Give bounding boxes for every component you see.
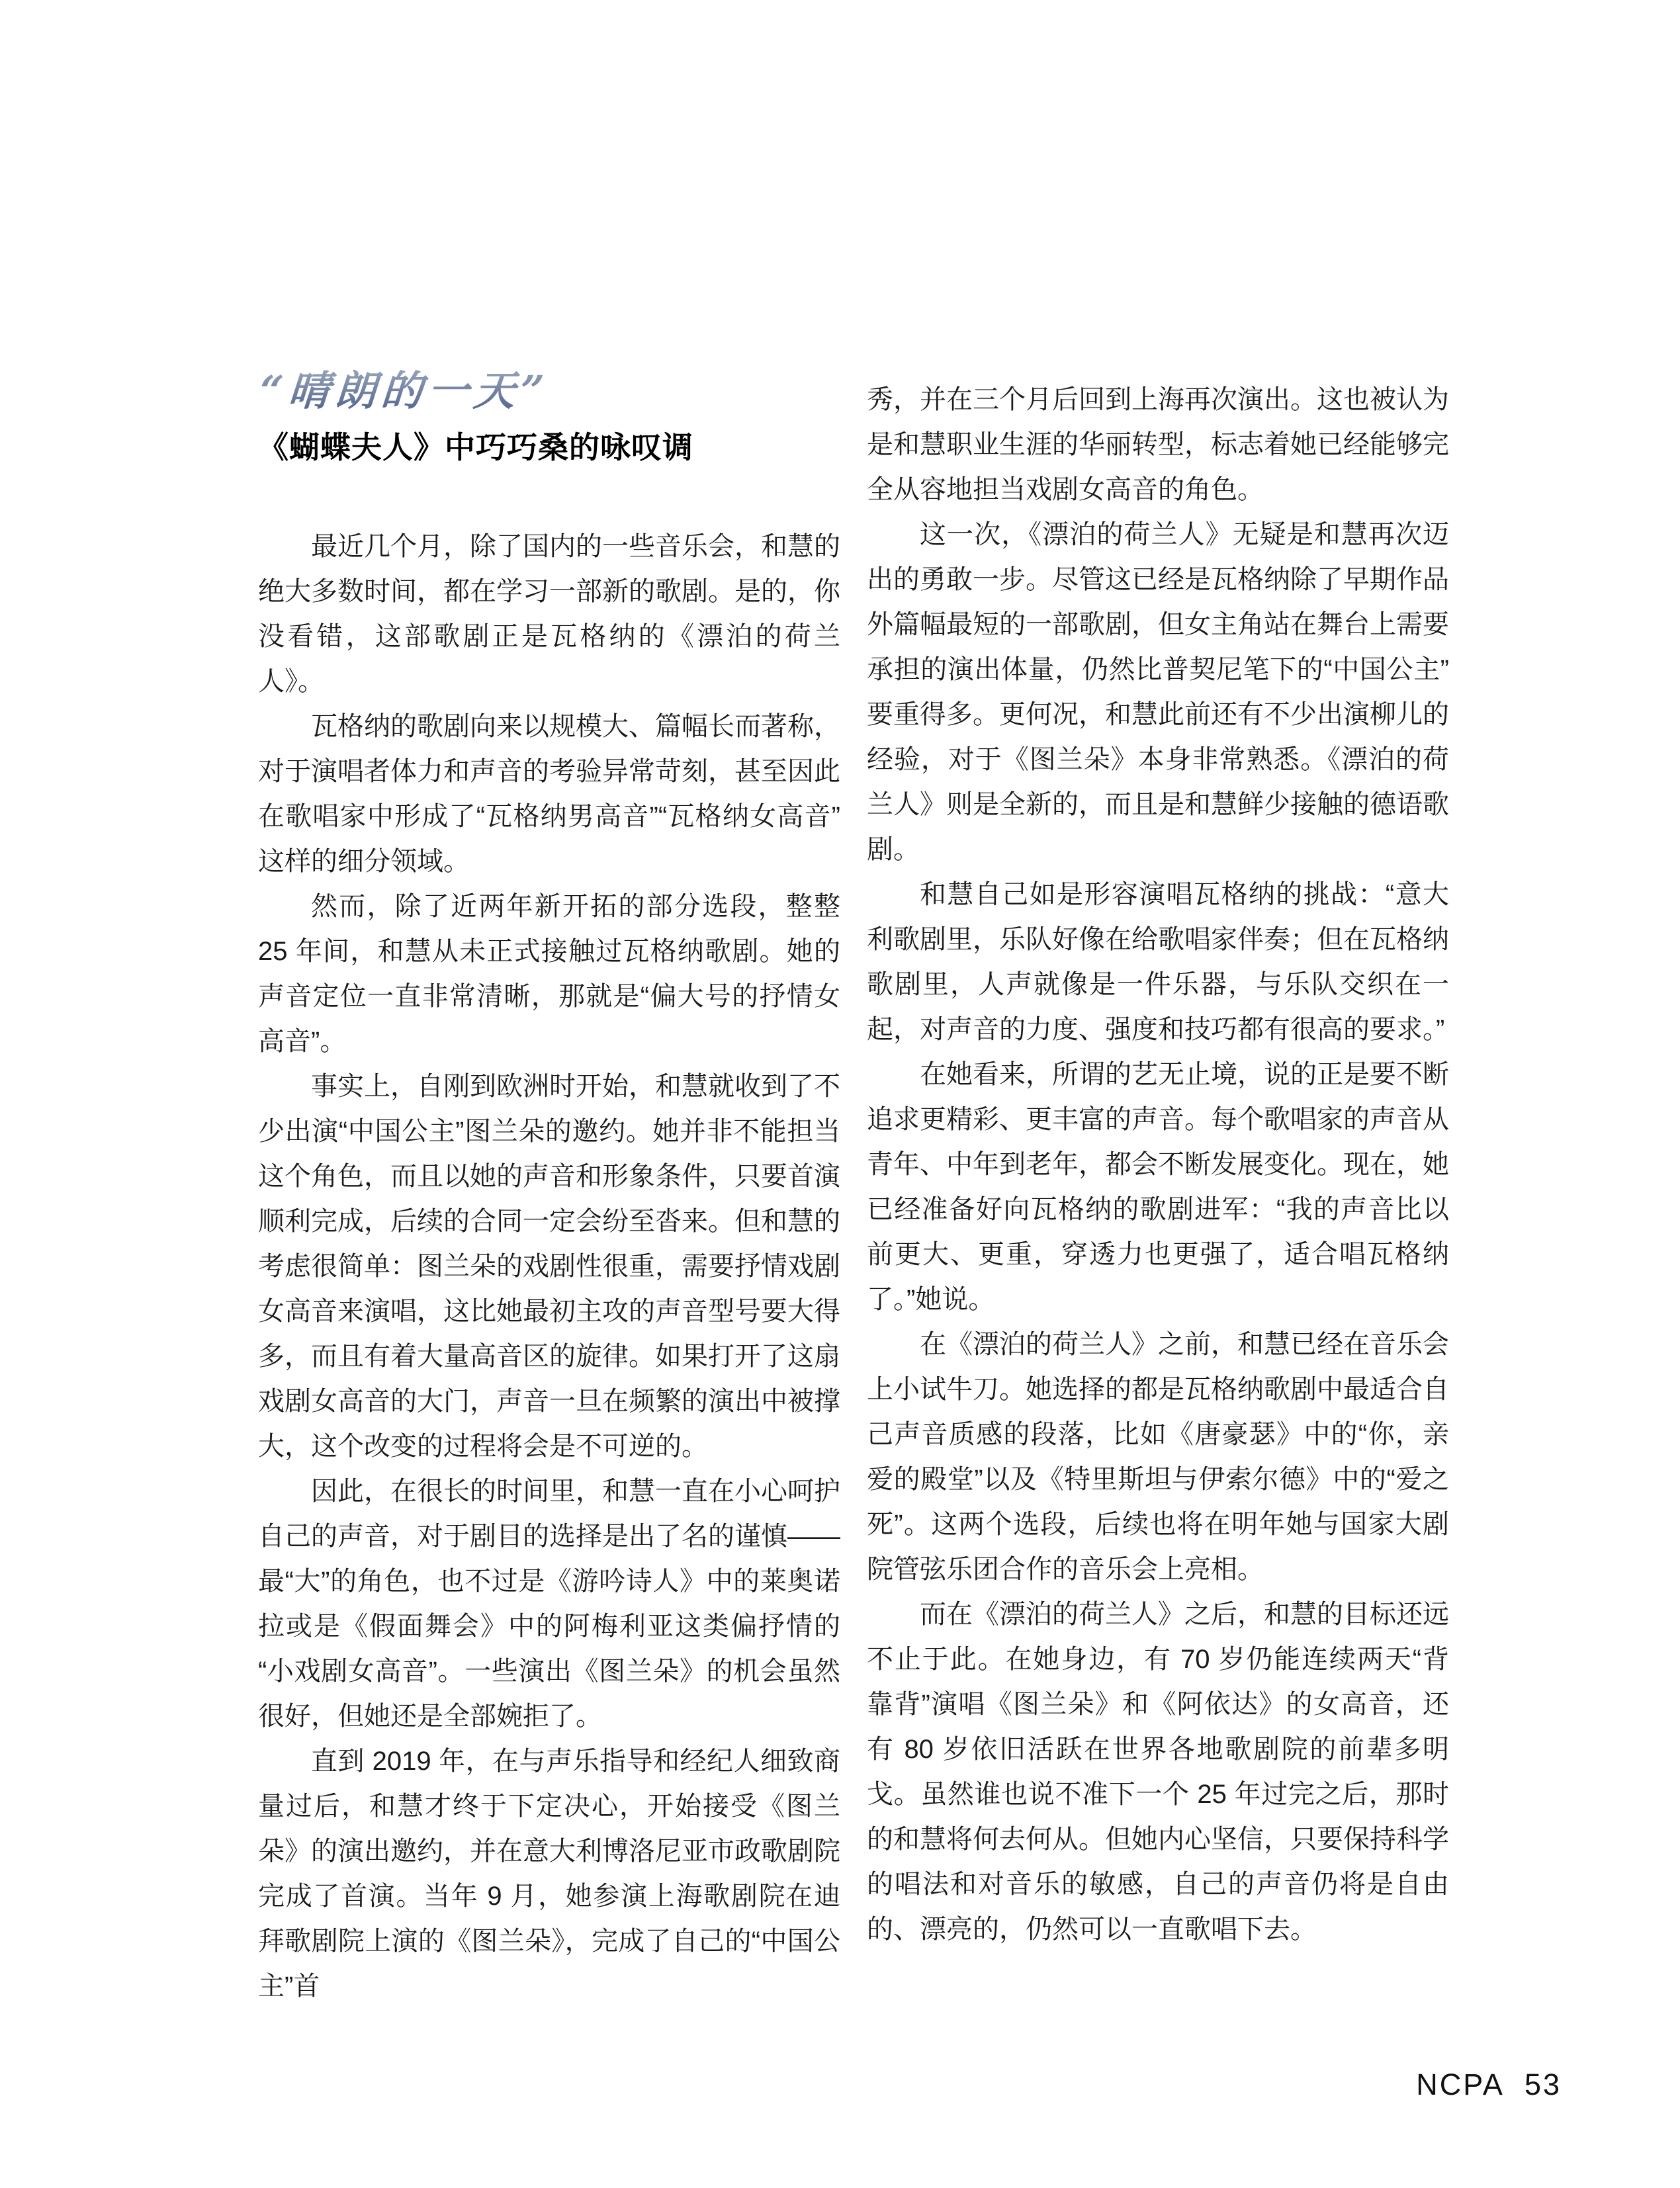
paragraph: 最近几个月，除了国内的一些音乐会，和慧的绝大多数时间，都在学习一部新的歌剧。是的，你没看错，这部歌剧正是瓦格纳的《漂泊的荷兰人》。 xyxy=(258,532,840,696)
paragraph: 和慧自己如是形容演唱瓦格纳的挑战：“意大利歌剧里，乐队好像在给歌唱家伴奏；但在瓦格纳歌剧里，人声就像是一件乐器，与乐队交织在一起，对声音的力度、强度和技巧都有很高的要求。” xyxy=(867,880,1449,1044)
right-column xyxy=(867,368,1449,2009)
paragraph: 在她看来，所谓的艺无止境，说的正是要不断追求更精彩、更丰富的声音。每个歌唱家的声音从青年、中年到老年，都会不断发展变化。现在，她已经准备好向瓦格纳的歌剧进军：“我的声音比以前更大、更重，穿透力也更强了，适合唱瓦格纳了。”她说。 xyxy=(867,1060,1449,1314)
article-title: “晴朗的一天” xyxy=(258,368,844,414)
paragraph: 秀，并在三个月后回到上海再次演出。这也被认为是和慧职业生涯的华丽转型，标志着她已经能够完全从容地担当戏剧女高音的角色。 xyxy=(867,385,1449,504)
left-column-paragraphs xyxy=(258,524,840,2009)
title-block xyxy=(258,368,840,466)
journal-name: NCPA xyxy=(1416,2068,1505,2101)
paragraph: 这一次，《漂泊的荷兰人》无疑是和慧再次迈出的勇敢一步。尽管这已经是瓦格纳除了早期作品外篇幅最短的一部歌剧，但女主角站在舞台上需要承担的演出体量，仍然比普契尼笔下的“中国公主”要重得多。更何况，和慧此前还有不少出演柳儿的经验，对于《图兰朵》本身非常熟悉。《漂泊的荷兰人》则是全新的，而且是和慧鲜少接触的德语歌剧。 xyxy=(867,520,1449,864)
paragraph: 在《漂泊的荷兰人》之前，和慧已经在音乐会上小试牛刀。她选择的都是瓦格纳歌剧中最适合自己声音质感的段落，比如《唐豪瑟》中的“你，亲爱的殿堂”以及《特里斯坦与伊索尔德》中的“爱之死”。这两个选段，后续也将在明年她与国家大剧院管弦乐团合作的音乐会上亮相。 xyxy=(867,1330,1449,1584)
paragraph: 事实上，自刚到欧洲时开始，和慧就收到了不少出演“中国公主”图兰朵的邀约。她并非不能担当这个角色，而且以她的声音和形象条件，只要首演顺利完成，后续的合同一定会纷至沓来。但和慧的考虑很简单：图兰朵的戏剧性很重，需要抒情戏剧女高音来演唱，这比她最初主攻的声音型号要大得多，而且有着大量高音区的旋律。如果打开了这扇戏剧女高音的大门，声音一旦在频繁的演出中被撑大，这个改变的过程将会是不可逆的。 xyxy=(258,1072,840,1461)
article-subtitle: 《蝴蝶夫人》中巧巧桑的咏叹调 xyxy=(258,430,693,464)
page-footer xyxy=(1416,2068,1562,2101)
paragraph: 而在《漂泊的荷兰人》之后，和慧的目标还远不止于此。在她身边，有 70 岁仍能连续两天“背靠背”演唱《图兰朵》和《阿依达》的女高音，还有 80 岁依旧活跃在世界各地歌剧院的前辈多明戈。虽然谁也说不准下一个 25 年过完之后，那时的和慧将何去何从。但她内心坚信，只要保持科学的唱法和对音乐的敏感，自己的声音仍将是自由的、漂亮的，仍然可以一直歌唱下去。 xyxy=(867,1600,1449,1944)
page-number: 53 xyxy=(1524,2068,1562,2101)
paragraph: 然而，除了近两年新开拓的部分选段，整整 25 年间，和慧从未正式接触过瓦格纳歌剧。她的声音定位一直非常清晰，那就是“偏大号的抒情女高音”。 xyxy=(258,892,840,1056)
paragraph: 瓦格纳的歌剧向来以规模大、篇幅长而著称，对于演唱者体力和声音的考验异常苛刻，甚至因此在歌唱家中形成了“瓦格纳男高音”“瓦格纳女高音”这样的细分领域。 xyxy=(258,712,840,876)
left-column xyxy=(258,368,840,2009)
paragraph: 因此，在很长的时间里，和慧一直在小心呵护自己的声音，对于剧目的选择是出了名的谨慎——最“大”的角色，也不过是《游吟诗人》中的莱奥诺拉或是《假面舞会》中的阿梅利亚这类偏抒情的“小戏剧女高音”。一些演出《图兰朵》的机会虽然很好，但她还是全部婉拒了。 xyxy=(258,1477,840,1731)
paragraph: 直到 2019 年，在与声乐指导和经纪人细致商量过后，和慧才终于下定决心，开始接受《图兰朵》的演出邀约，并在意大利博洛尼亚市政歌剧院完成了首演。当年 9 月，她参演上海歌剧院在迪拜歌剧院上演的《图兰朵》，完成了自己的“中国公主”首 xyxy=(258,1747,840,2001)
right-column-paragraphs xyxy=(867,368,1449,1952)
article xyxy=(258,368,1449,2009)
